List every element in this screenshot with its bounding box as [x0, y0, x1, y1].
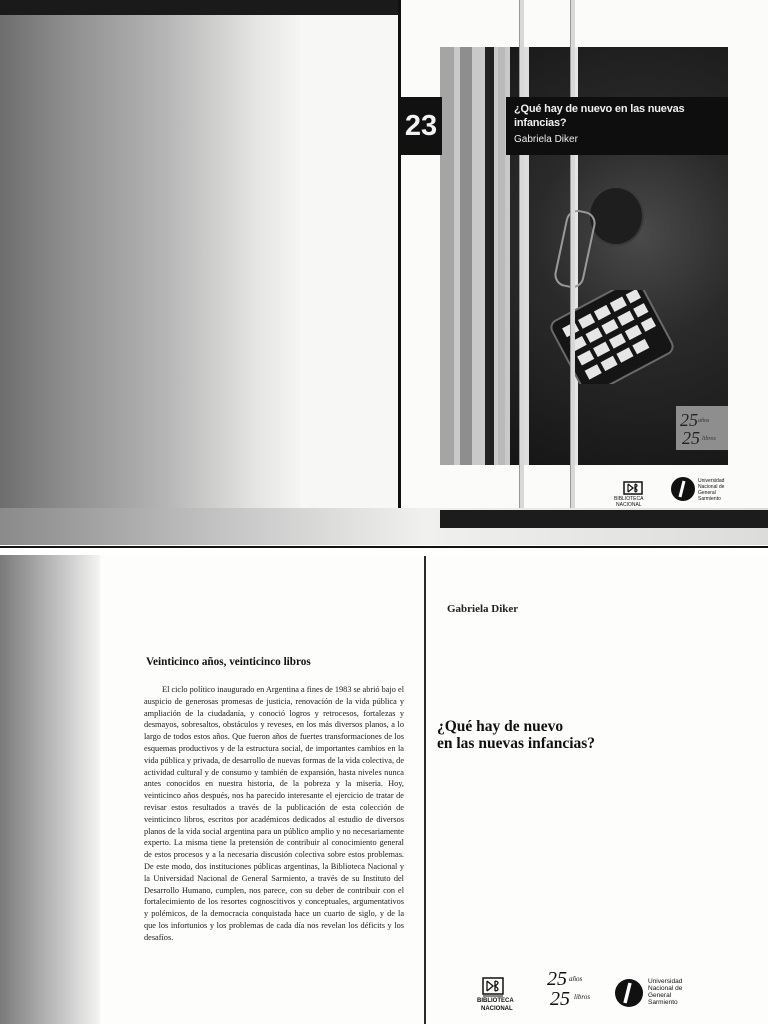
page-author: Gabriela Diker	[447, 603, 519, 615]
scan-shadow	[0, 0, 300, 545]
series-logo-word: años	[698, 418, 710, 424]
cover-stripe	[485, 47, 494, 465]
series-logo-number: 25	[682, 428, 700, 448]
cover-title: ¿Qué hay de nuevo en las nuevas infancias?	[514, 103, 685, 129]
university-name: Nacional de	[698, 484, 725, 490]
section-heading: Veinticinco años, veinticinco libros	[146, 656, 311, 668]
library-seal-icon	[622, 480, 644, 496]
child-figure	[588, 186, 644, 246]
university-name: Nacional de	[648, 985, 683, 992]
scan-edge	[0, 0, 400, 15]
book-spine	[424, 556, 426, 1024]
university-name: General	[698, 490, 716, 496]
university-name: Universidad	[698, 478, 725, 484]
university-name: General	[648, 992, 672, 999]
calculator-illustration	[548, 290, 676, 384]
library-seal-icon	[480, 976, 506, 998]
scan-shadow	[0, 555, 100, 1024]
scan-separator-line	[0, 546, 768, 548]
series-logo-word: años	[569, 975, 583, 983]
scan-fold-line	[570, 0, 575, 508]
university-name: Sarmiento	[698, 496, 721, 502]
library-name: BIBLIOTECA	[614, 496, 644, 502]
page-title: en las nuevas infancias?	[437, 735, 596, 752]
body-paragraph: El ciclo político inaugurado en Argentina a fines de 1983 se abrió bajo el auspicio de generosas promesas de justicia, renovación de la vida pública y ampliación de la ciudadanía, y conoció logros y retrocesos, fortalezas y desmayos, sobresaltos, obstáculos y reveses, en los más diversos planos, a lo largo de todos estos años. Que fueron años de fuertes transformaciones de los esquemas productivos y de la estructura social, de importantes cambios en la vida pública y privada, de desarrollo de nuevas formas de la vida colectiva, de actividad cultural y de consumo y también de expansión, hasta niveles nunca antes conocidos en nuestra historia, de la pobreza y la miseria. Hoy, veinticinco años después, nos ha parecido interesante el ejercicio de tratar de revisar estos resultados a través de la publicación de esta colección de veinticinco libros, escritos por académicos dedicados al estudio de diversos planos de la vida social argentina para un público amplio y no necesariamente experto. La misma tiene la pretensión de contribuir al conocimiento general de estos procesos y a la necesaria discusión colectiva sobre estos problemas. De este modo, dos instituciones públicas argentinas, la Biblioteca Nacional y la Universidad Nacional de General Sarmiento, a través de su Instituto del Desarrollo Humano, cumplen, nos parece, con su deber de contribuir con el fortalecimiento de los resortes cognoscitivos y conceptuales, argumentativos y polémicos, de la democracia conquistada hace un cuarto de siglo, y de la que los infortunios y los problemas de cada día nos revelan los déficits y los desafíos.	[144, 685, 404, 942]
library-name: NACIONAL	[481, 1006, 513, 1012]
university-name: Universidad	[648, 978, 683, 985]
cover-stripe	[440, 47, 454, 465]
cover-author: Gabriela Diker	[514, 134, 578, 145]
page-title: ¿Qué hay de nuevo	[437, 718, 564, 735]
series-logo-word: libros	[702, 436, 716, 442]
cover-stripe	[498, 47, 505, 465]
series-logo-number: 25	[550, 988, 570, 1010]
series-logo-word: libros	[574, 993, 591, 1001]
university-name: Sarmiento	[648, 999, 678, 1006]
library-name: NACIONAL	[616, 502, 642, 508]
cover-stripe	[460, 47, 472, 465]
library-name: BIBLIOTECA	[477, 998, 514, 1004]
series-logo-number: 25	[680, 410, 698, 430]
series-number: 23	[400, 97, 442, 155]
scan-fold-line	[519, 0, 524, 508]
series-logo-number: 25	[547, 968, 567, 990]
scan-edge	[440, 510, 768, 528]
university-logo-icon	[670, 476, 696, 502]
university-logo-icon	[614, 978, 644, 1008]
